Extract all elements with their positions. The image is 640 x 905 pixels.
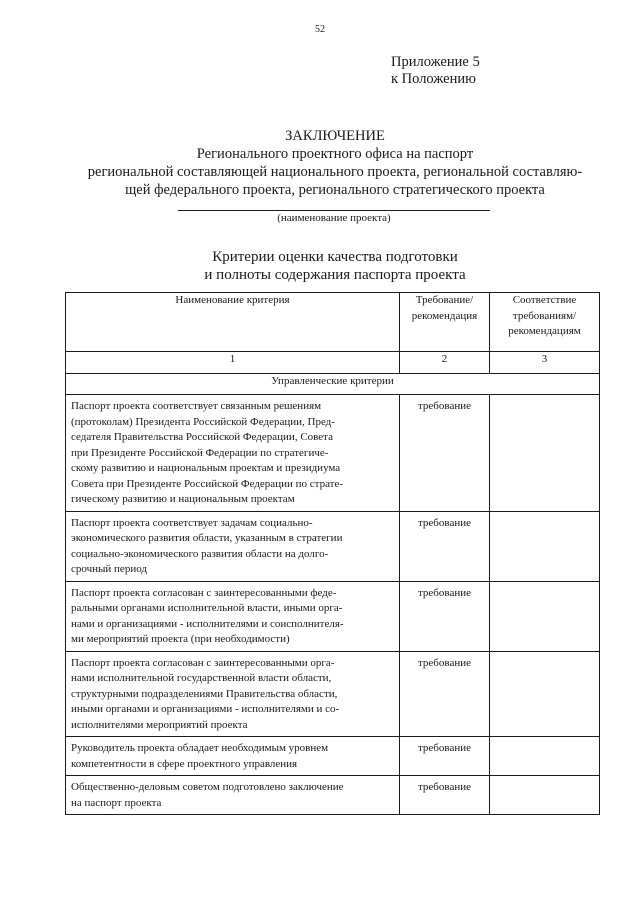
criterion-line: нами исполнительной государственной власти области, (71, 672, 332, 684)
criterion-line: Паспорт проекта согласован с заинтересованными феде- (71, 586, 337, 599)
criterion-text (66, 581, 400, 651)
column-number-row (66, 352, 600, 374)
document-title: ЗАКЛЮЧЕНИЕ (285, 128, 385, 144)
page-number: 52 (315, 24, 325, 35)
criterion-line: нами и организациями - исполнителями и соисполнителя- (71, 617, 344, 630)
table-row (66, 737, 600, 776)
criterion-line: экономического развития области, указанным в стратегии (71, 532, 343, 544)
criterion-line: Паспорт проекта согласован с заинтересованными орга- (71, 656, 335, 669)
criterion-line: Руководитель проекта обладает необходимым уровнем (71, 742, 329, 754)
criterion-requirement: требование (400, 581, 490, 651)
table-row (66, 395, 600, 512)
criterion-line: Паспорт проекта соответствует задачам социально- (71, 516, 313, 529)
project-name-caption: (наименование проекта) (277, 212, 391, 224)
criterion-line: Паспорт проекта соответствует связанным решениям (71, 400, 322, 412)
criterion-line: социально-экономического развития области на долго- (71, 547, 329, 560)
criterion-text (66, 776, 400, 815)
section-row (66, 374, 600, 395)
criterion-compliance-cell[interactable] (490, 651, 600, 737)
criterion-requirement: требование (400, 511, 490, 581)
project-name-line (178, 210, 490, 211)
criterion-compliance-cell[interactable] (490, 395, 600, 512)
criterion-text (66, 511, 400, 581)
table-row (66, 651, 600, 737)
criterion-requirement: требование (400, 651, 490, 737)
criterion-compliance-cell[interactable] (490, 776, 600, 815)
column-number: 1 (66, 352, 400, 374)
column-number: 2 (400, 352, 490, 374)
criterion-line: Общественно-деловым советом подготовлено заключение (71, 781, 344, 793)
heading-line: щей федерального проекта, регионального стратегического проекта (125, 182, 545, 198)
criterion-line: при Президенте Российской Федерации по стратегиче- (71, 446, 329, 459)
criterion-line: иными органами и организациями - исполнителями и со- (71, 703, 340, 715)
criterion-line: ми мероприятий проекта (при необходимости) (71, 633, 290, 645)
criterion-line: компетентности в сфере проектного управления (71, 757, 298, 770)
criterion-requirement: требование (400, 395, 490, 512)
criterion-line: Совета при Президенте Российской Федерации по страте- (71, 477, 344, 490)
criterion-text (66, 395, 400, 512)
appendix-line: Приложение 5 (391, 54, 480, 70)
table-row (66, 511, 600, 581)
column-number: 3 (490, 352, 600, 374)
criterion-line: структурными подразделениями Правительства области, (71, 687, 338, 700)
heading-line: региональной составляющей национального проекта, региональной составляю- (87, 164, 583, 180)
criteria-table (65, 292, 600, 815)
criterion-line: ральными органами исполнительной власти, иными орга- (71, 602, 343, 614)
criterion-line: на паспорт проекта (71, 796, 162, 809)
header-compliance: Соответствие требованиям/ рекомендациям (490, 293, 600, 352)
appendix-line: к Положению (391, 71, 476, 87)
criterion-line: исполнителями мероприятий проекта (71, 718, 248, 731)
criterion-compliance-cell[interactable] (490, 511, 600, 581)
criterion-requirement: требование (400, 737, 490, 776)
criterion-line: седателя Правительства Российской Федерации, Совета (71, 431, 333, 443)
criteria-title-line: Критерии оценки качества подготовки (212, 249, 458, 265)
appendix-note (391, 54, 480, 88)
header-criterion-name: Наименование критерия (66, 293, 400, 352)
criteria-title-line: и полноты содержания паспорта проекта (204, 267, 466, 283)
table-header-row (66, 293, 600, 352)
criteria-title (40, 248, 630, 284)
criteria-rows (66, 395, 600, 815)
section-title: Управленческие критерии (66, 374, 600, 395)
criterion-line: (протоколам) Президента Российской Федерации, Пред- (71, 415, 335, 428)
table-row (66, 581, 600, 651)
criterion-line: гическому развитию и национальным проектам (71, 493, 295, 505)
criterion-text (66, 737, 400, 776)
criterion-requirement: требование (400, 776, 490, 815)
criterion-line: скому развитию и национальным проектам и президиума (71, 462, 341, 474)
criterion-compliance-cell[interactable] (490, 737, 600, 776)
criterion-text (66, 651, 400, 737)
criterion-line: срочный период (71, 563, 147, 575)
heading-line: Регионального проектного офиса на паспорт (196, 146, 474, 162)
header-requirement: Требование/ рекомендация (400, 293, 490, 352)
criterion-compliance-cell[interactable] (490, 581, 600, 651)
table-row (66, 776, 600, 815)
document-heading (40, 127, 630, 199)
